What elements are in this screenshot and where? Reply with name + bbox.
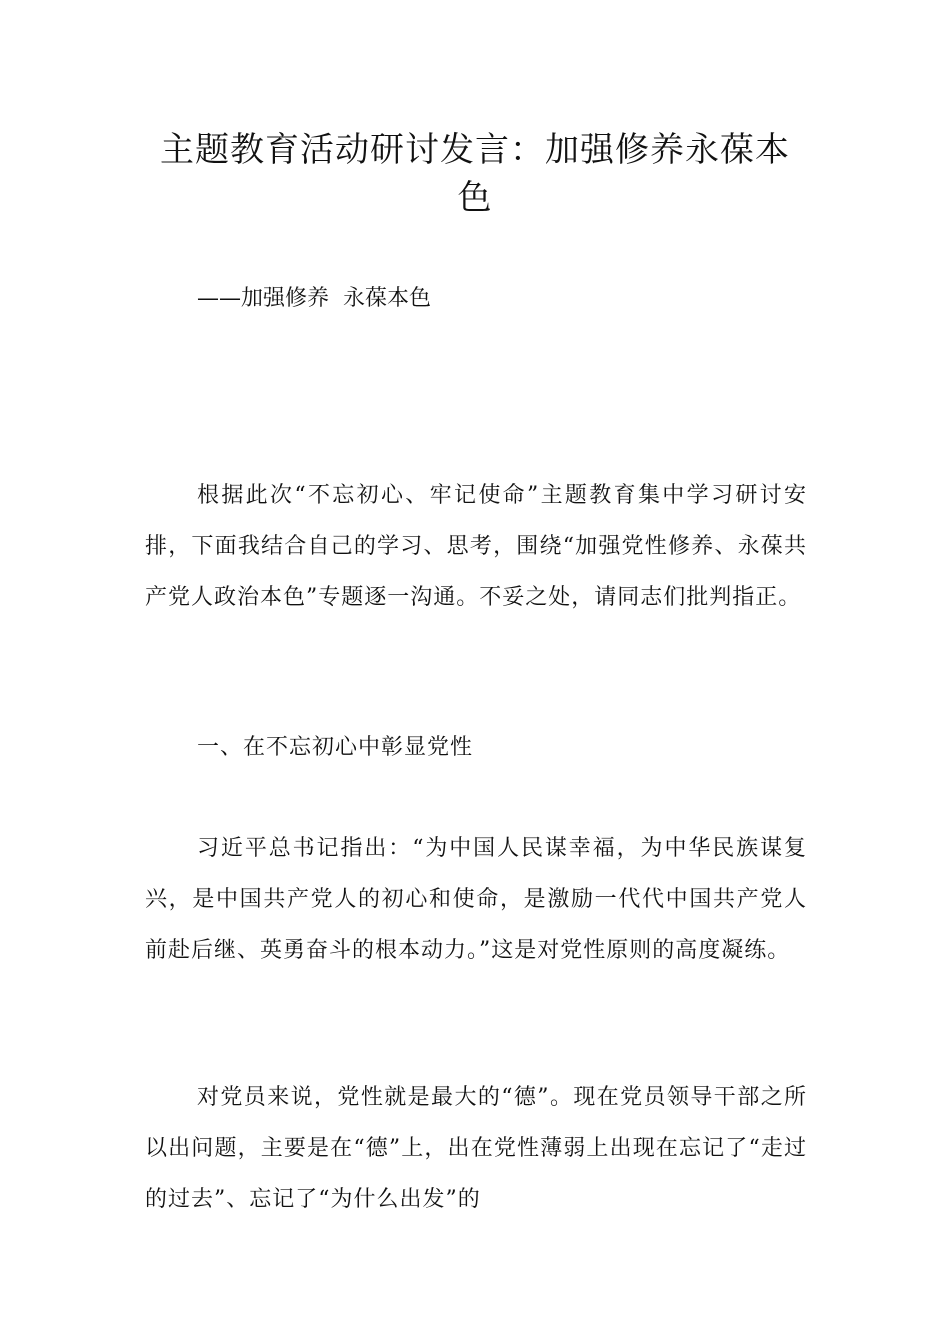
document-subtitle: ——加强修养 永葆本色: [197, 286, 431, 311]
document-title: 主题教育活动研讨发言：加强修养永葆本色: [160, 130, 790, 218]
section-heading-1: 一、在不忘初心中彰显党性: [197, 735, 474, 760]
paragraph-quote: 习近平总书记指出：“为中国人民谋幸福，为中华民族谋复兴，是中国共产党人的初心和使命，是激励一代代中国共产党人前赴后继、英勇奋斗的根本动力。”这是对党性原则的高度凝练。: [145, 836, 807, 963]
paragraph-intro: 根据此次“不忘初心、牢记使命”主题教育集中学习研讨安排，下面我结合自己的学习、思考，围绕“加强党性修养、永葆共产党人政治本色”专题逐一沟通。不妥之处，请同志们批判指正。: [145, 483, 807, 610]
paragraph-party-nature: 对党员来说，党性就是最大的“德”。现在党员领导干部之所以出问题，主要是在“德”上，出在党性薄弱上出现在忘记了“走过的过去”、忘记了“为什么出发”的: [145, 1085, 807, 1212]
